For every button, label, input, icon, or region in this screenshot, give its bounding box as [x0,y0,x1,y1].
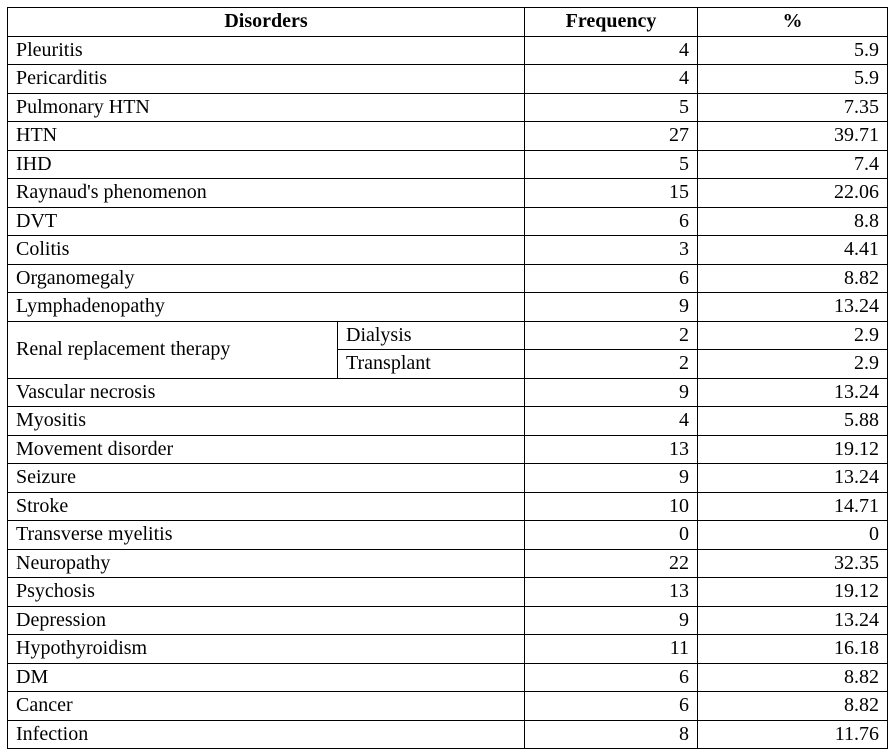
disorder-name: Transverse myelitis [8,521,525,550]
frequency-value: 3 [525,236,698,265]
disorder-name: Myositis [8,407,525,436]
table-row [8,378,888,407]
percent-value: 8.82 [698,663,888,692]
renal-replacement-label: Renal replacement therapy [8,321,338,378]
percent-value: 8.82 [698,264,888,293]
percent-value: 13.24 [698,378,888,407]
percent-value: 2.9 [698,350,888,379]
percent-value: 2.9 [698,321,888,350]
table-row [8,606,888,635]
header-disorders: Disorders [8,8,525,37]
disorder-name: Seizure [8,464,525,493]
table-row [8,150,888,179]
percent-value: 11.76 [698,720,888,749]
frequency-value: 2 [525,350,698,379]
table-row [8,464,888,493]
disorder-name: Colitis [8,236,525,265]
percent-value: 13.24 [698,293,888,322]
frequency-value: 5 [525,93,698,122]
table-row [8,207,888,236]
table-row [8,93,888,122]
percent-value: 13.24 [698,464,888,493]
table-row-renal [8,321,888,350]
disorder-name: Neuropathy [8,549,525,578]
frequency-value: 6 [525,692,698,721]
table-row [8,435,888,464]
percent-value: 19.12 [698,435,888,464]
frequency-value: 4 [525,407,698,436]
percent-value: 0 [698,521,888,550]
frequency-value: 8 [525,720,698,749]
disorder-name: Pericarditis [8,65,525,94]
frequency-value: 9 [525,378,698,407]
table-row [8,635,888,664]
header-percent: % [698,8,888,37]
header-frequency: Frequency [525,8,698,37]
table-row [8,179,888,208]
frequency-value: 4 [525,65,698,94]
percent-value: 22.06 [698,179,888,208]
header-row [8,8,888,37]
frequency-value: 9 [525,464,698,493]
percent-value: 39.71 [698,122,888,151]
frequency-value: 15 [525,179,698,208]
table-row [8,578,888,607]
percent-value: 14.71 [698,492,888,521]
percent-value: 16.18 [698,635,888,664]
disorder-name: Raynaud's phenomenon [8,179,525,208]
table-row [8,663,888,692]
table-row [8,293,888,322]
table-row [8,264,888,293]
disorder-name: Stroke [8,492,525,521]
frequency-value: 11 [525,635,698,664]
frequency-value: 27 [525,122,698,151]
frequency-value: 22 [525,549,698,578]
percent-value: 5.9 [698,36,888,65]
table-row [8,549,888,578]
frequency-value: 4 [525,36,698,65]
table-row [8,521,888,550]
disorder-name: Psychosis [8,578,525,607]
disorders-table [7,7,888,749]
frequency-value: 9 [525,293,698,322]
percent-value: 8.82 [698,692,888,721]
frequency-value: 2 [525,321,698,350]
table-row [8,122,888,151]
percent-value: 8.8 [698,207,888,236]
disorder-name: Infection [8,720,525,749]
percent-value: 5.9 [698,65,888,94]
frequency-value: 6 [525,264,698,293]
table-row [8,692,888,721]
percent-value: 32.35 [698,549,888,578]
renal-subtype: Dialysis [338,321,525,350]
disorder-name: IHD [8,150,525,179]
frequency-value: 6 [525,663,698,692]
frequency-value: 13 [525,435,698,464]
frequency-value: 9 [525,606,698,635]
percent-value: 13.24 [698,606,888,635]
table-row [8,407,888,436]
table-row [8,65,888,94]
disorder-name: DVT [8,207,525,236]
percent-value: 7.35 [698,93,888,122]
table-row [8,720,888,749]
table-row [8,236,888,265]
disorder-name: HTN [8,122,525,151]
frequency-value: 5 [525,150,698,179]
disorder-name: Cancer [8,692,525,721]
disorder-name: DM [8,663,525,692]
frequency-value: 10 [525,492,698,521]
disorder-name: Lymphadenopathy [8,293,525,322]
frequency-value: 13 [525,578,698,607]
table-row [8,36,888,65]
frequency-value: 0 [525,521,698,550]
percent-value: 4.41 [698,236,888,265]
table-body [8,36,888,749]
disorder-name: Hypothyroidism [8,635,525,664]
percent-value: 19.12 [698,578,888,607]
percent-value: 5.88 [698,407,888,436]
renal-subtype: Transplant [338,350,525,379]
frequency-value: 6 [525,207,698,236]
disorder-name: Pulmonary HTN [8,93,525,122]
disorder-name: Pleuritis [8,36,525,65]
table-row [8,492,888,521]
percent-value: 7.4 [698,150,888,179]
disorder-name: Vascular necrosis [8,378,525,407]
disorder-name: Organomegaly [8,264,525,293]
disorder-name: Movement disorder [8,435,525,464]
disorder-name: Depression [8,606,525,635]
